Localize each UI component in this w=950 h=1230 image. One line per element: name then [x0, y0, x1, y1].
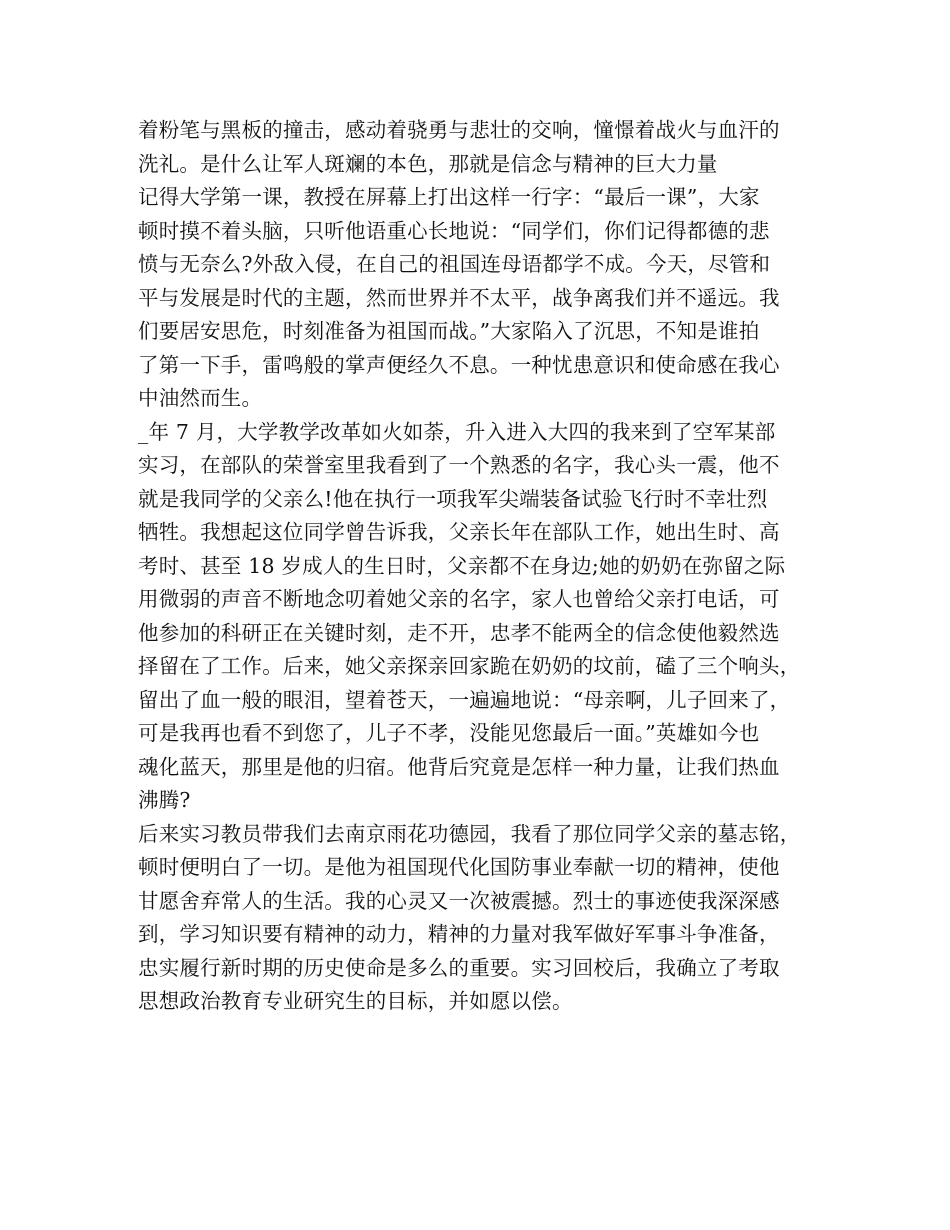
text-line: 顿时便明白了一切。是他为祖国现代化国防事业奉献一切的精神，使他: [138, 855, 780, 879]
text-line: 顿时摸不着头脑，只听他语重心长地说：“同学们，你们记得都德的悲: [138, 218, 770, 243]
text-line: 他参加的科研正在关键时刻，走不开，忠孝不能两全的信念使他毅然选: [138, 620, 780, 645]
text-line: 牺牲。我想起这位同学曾告诉我，父亲长年在部队工作，她出生时、高: [138, 520, 780, 544]
text-line: 了第一下手，雷鸣般的掌声便经久不息。一种忧患意识和使命感在我心: [138, 352, 780, 377]
text-line: _年 7 月，大学教学改革如火如荼，升入进入大四的我来到了空军某部: [138, 419, 776, 444]
text-line: 用微弱的声音不断地念叨着她父亲的名字，家人也曾给父亲打电话，可: [138, 587, 780, 611]
text-line: 记得大学第一课，教授在屏幕上打出这样一行字：“最后一课”，大家: [138, 185, 760, 209]
text-line: 中油然而生。: [138, 386, 263, 410]
text-line: 着粉笔与黑板的撞击，感动着骁勇与悲壮的交响，憧憬着战火与血汗的: [138, 118, 780, 142]
text-line: 平与发展是时代的主题，然而世界并不太平，战争离我们并不遥远。我: [138, 285, 780, 310]
text-line: 甘愿舍弃常人的生活。我的心灵又一次被震撼。烈士的事迹使我深深感: [138, 888, 780, 913]
text-line: 择留在了工作。后来，她父亲探亲回家跪在奶奶的坟前，磕了三个响头，: [138, 654, 801, 678]
text-line: 实习，在部队的荣誉室里我看到了一个熟悉的名字，我心头一震，他不: [138, 453, 780, 477]
text-line: 考时、甚至 18 岁成人的生日时，父亲都不在身边;她的奶奶在弥留之际: [138, 553, 786, 578]
text-line: 愤与无奈么?外敌入侵，在自己的祖国连母语都学不成。今天，尽管和: [138, 252, 771, 276]
text-line: 到，学习知识要有精神的动力，精神的力量对我军做好军事斗争准备，: [138, 922, 780, 946]
text-line: 魂化蓝天，那里是他的归宿。他背后究竟是怎样一种力量，让我们热血: [138, 754, 780, 779]
text-line: 可是我再也看不到您了，儿子不孝，没能见您最后一面。”英雄如今也: [138, 721, 760, 745]
text-line: 沸腾?: [138, 788, 191, 812]
text-line: 们要居安思危，时刻准备为祖国而战。”大家陷入了沉思，不知是谁拍: [138, 319, 760, 343]
body-text: [138, 114, 838, 1019]
text-line: 忠实履行新时期的历史使命是多么的重要。实习回校后，我确立了考取: [138, 955, 780, 980]
text-line: 思想政治教育专业研究生的目标，并如愿以偿。: [138, 989, 573, 1013]
text-line: 洗礼。是什么让军人斑斓的本色，那就是信念与精神的巨大力量: [138, 151, 718, 176]
text-line: 就是我同学的父亲么!他在执行一项我军尖端装备试验飞行时不幸壮烈: [138, 486, 768, 511]
text-line: 留出了血一般的眼泪，望着苍天，一遍遍地说：“母亲啊，儿子回来了，: [138, 687, 791, 712]
text-line: 后来实习教员带我们去南京雨花功德园，我看了那位同学父亲的墓志铭，: [138, 821, 801, 846]
